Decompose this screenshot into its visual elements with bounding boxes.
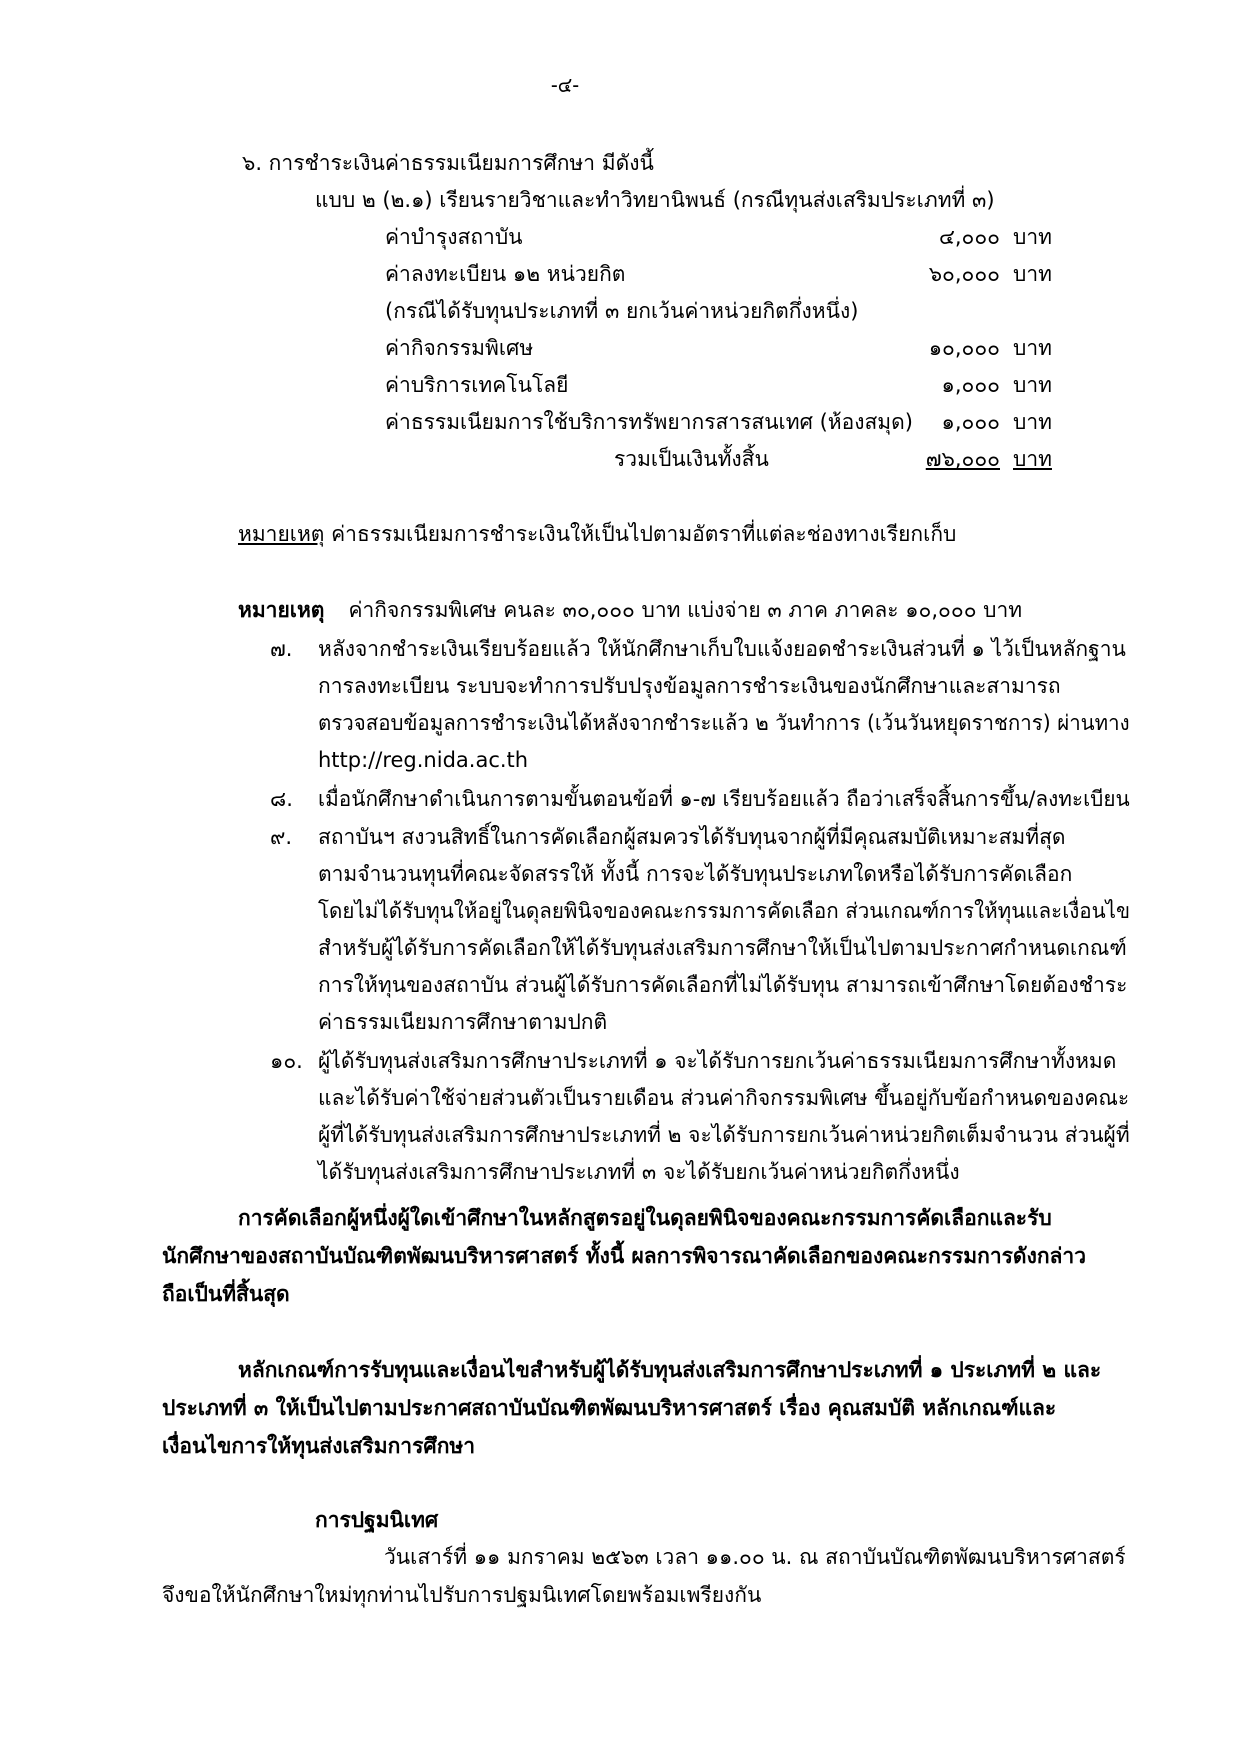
item-line: หลังจากชำระเงินเรียบร้อยแล้ว ให้นักศึกษาเก็บใบแจ้งยอดชำระเงินส่วนที่ ๑ ไว้เป็นหลักฐาน [318,637,1126,661]
note-text: ค่าธรรมเนียมการชำระเงินให้เป็นไปตามอัตราที่แต่ละช่องทางเรียกเก็บ [324,522,957,546]
total-unit: บาท [1013,447,1052,471]
item-line: ค่าธรรมเนียมการศึกษาตามปกติ [318,1010,608,1034]
fee-amount: ๑,๐๐๐ [941,410,1000,434]
fee-amount: ๔,๐๐๐ [938,225,1000,249]
total-label: รวมเป็นเงินทั้งสิ้น [614,447,769,471]
item-number: ๙. [270,825,293,849]
item-line: สำหรับผู้ได้รับการคัดเลือกให้ได้รับทุนส่งเสริมการศึกษาให้เป็นไปตามประกาศกำหนดเกณฑ์ [318,936,1127,960]
fee-unit: บาท [1013,225,1052,249]
note-activity-fee [238,592,1022,629]
fee-unit: บาท [1013,373,1052,397]
fee-label: ค่ากิจกรรมพิเศษ [385,336,534,360]
item-number: ๗. [270,637,293,661]
item-link-url[interactable]: http://reg.nida.ac.th [318,748,529,772]
fee-unit: บาท [1013,262,1052,286]
paragraph-line: เงื่อนไขการให้ทุนส่งเสริมการศึกษา [162,1434,476,1458]
orientation-heading: การปฐมนิเทศ [315,1508,439,1532]
item-line: ผู้ที่ได้รับทุนส่งเสริมการศึกษาประเภทที่ ๒ จะได้รับการยกเว้นค่าหน่วยกิตเต็มจำนวน ส่วนผู้ที่ [318,1123,1130,1147]
paragraph-line: การคัดเลือกผู้หนึ่งผู้ใดเข้าศึกษาในหลักสูตรอยู่ในดุลยพินิจของคณะกรรมการคัดเลือกและรับ [238,1206,1052,1230]
item-line: ตามจำนวนทุนที่คณะจัดสรรให้ ทั้งนี้ การจะได้รับทุนประเภทใดหรือได้รับการคัดเลือก [318,862,1073,886]
fee-note: (กรณีได้รับทุนประเภทที่ ๓ ยกเว้นค่าหน่วยกิตกึ่งหนึ่ง) [385,299,859,323]
item-line: การให้ทุนของสถาบัน ส่วนผู้ได้รับการคัดเลือกที่ไม่ได้รับทุน สามารถเข้าศึกษาโดยต้องชำระ [318,973,1128,997]
orientation-line: จึงขอให้นักศึกษาใหม่ทุกท่านไปรับการปฐมนิเทศโดยพร้อมเพรียงกัน [162,1583,762,1607]
fee-amount: ๑๐,๐๐๐ [928,336,1000,360]
note-label: หมายเหตุ [238,598,325,622]
item-line: โดยไม่ได้รับทุนให้อยู่ในดุลยพินิจของคณะกรรมการคัดเลือก ส่วนเกณฑ์การให้ทุนและเงื่อนไข [318,899,1131,923]
fee-unit: บาท [1013,410,1052,434]
paragraph-line: นักศึกษาของสถาบันบัณฑิตพัฒนบริหารศาสตร์ ทั้งนี้ ผลการพิจารณาคัดเลือกของคณะกรรมการดังกล่าว [162,1244,1086,1268]
paragraph-line: ถือเป็นที่สิ้นสุด [162,1282,290,1306]
item-line: และได้รับค่าใช้จ่ายส่วนตัวเป็นรายเดือน ส่วนค่ากิจกรรมพิเศษ ขึ้นอยู่กับข้อกำหนดของคณะ [318,1086,1130,1110]
fee-amount: ๖๐,๐๐๐ [928,262,1000,286]
item-line: ผู้ได้รับทุนส่งเสริมการศึกษาประเภทที่ ๑ จะได้รับการยกเว้นค่าธรรมเนียมการศึกษาทั้งหมด [318,1049,1117,1073]
item-number: ๘. [270,787,293,811]
note-label: หมายเหตุ [238,522,325,546]
item-line: ตรวจสอบข้อมูลการชำระเงินได้หลังจากชำระแล้ว ๒ วันทำการ (เว้นวันหยุดราชการ) ผ่านทาง [318,711,1130,735]
fee-label: ค่าบำรุงสถาบัน [385,225,523,249]
paragraph-line: หลักเกณฑ์การรับทุนและเงื่อนไขสำหรับผู้ได้รับทุนส่งเสริมการศึกษาประเภทที่ ๑ ประเภทที่ ๒ และ [238,1358,1102,1382]
fee-label: ค่าบริการเทคโนโลยี [385,373,569,397]
note-text: ค่ากิจกรรมพิเศษ คนละ ๓๐,๐๐๐ บาท แบ่งจ่าย ๓ ภาค ภาคละ ๑๐,๐๐๐ บาท [348,598,1023,622]
item-line: เมื่อนักศึกษาดำเนินการตามขั้นตอนข้อที่ ๑-๗ เรียบร้อยแล้ว ถือว่าเสร็จสิ้นการขึ้น/ลงทะเบียน [318,787,1130,811]
item-line: การลงทะเบียน ระบบจะทำการปรับปรุงข้อมูลการชำระเงินของนักศึกษาและสามารถ [318,674,1061,698]
orientation-line: วันเสาร์ที่ ๑๑ มกราคม ๒๕๖๓ เวลา ๑๑.๐๐ น. ณ สถาบันบัณฑิตพัฒนบริหารศาสตร์ [384,1545,1126,1569]
fee-label: ค่าลงทะเบียน ๑๒ หน่วยกิต [385,262,626,286]
total-amount: ๗๖,๐๐๐ [925,447,1000,471]
fee-amount: ๑,๐๐๐ [941,373,1000,397]
note-fee-channels [238,516,956,553]
study-plan-title: แบบ ๒ (๒.๑) เรียนรายวิชาและทำวิทยานิพนธ์ (กรณีทุนส่งเสริมประเภทที่ ๓) [315,188,995,212]
fee-unit: บาท [1013,336,1052,360]
item-line: สถาบันฯ สงวนสิทธิ์ในการคัดเลือกผู้สมควรได้รับทุนจากผู้ที่มีคุณสมบัติเหมาะสมที่สุด [318,825,1066,849]
section-6-heading: ๖. การชำระเงินค่าธรรมเนียมการศึกษา มีดังนี้ [242,151,654,175]
item-line: ได้รับทุนส่งเสริมการศึกษาประเภทที่ ๓ จะได้รับยกเว้นค่าหน่วยกิตกึ่งหนึ่ง [318,1160,960,1184]
fee-label: ค่าธรรมเนียมการใช้บริการทรัพยากรสารสนเทศ (ห้องสมุด) [385,410,913,434]
paragraph-line: ประเภทที่ ๓ ให้เป็นไปตามประกาศสถาบันบัณฑิตพัฒนบริหารศาสตร์ เรื่อง คุณสมบัติ หลักเกณฑ์และ [162,1396,1057,1420]
item-number: ๑๐. [270,1049,303,1073]
page-number: -๔- [550,73,580,97]
